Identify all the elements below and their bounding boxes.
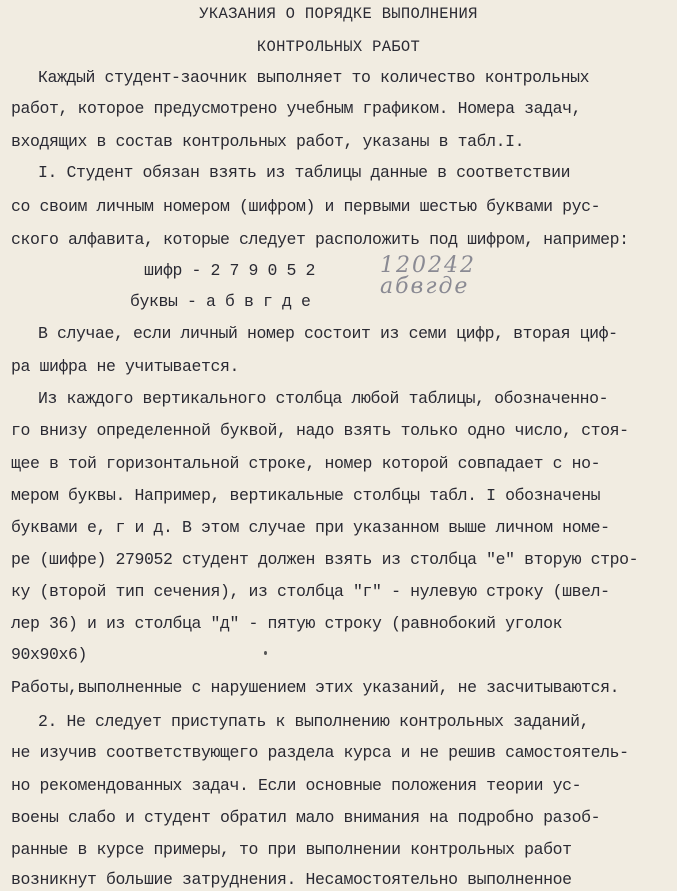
title-line-1: УКАЗАНИЯ О ПОРЯДКЕ ВЫПОЛНЕНИЯ (199, 5, 478, 23)
text-line: входящих в состав контрольных работ, указаны в табл.I. (11, 132, 525, 151)
text-line: возникнут большие затруднения. Несамостоятельно выполненное (11, 870, 572, 889)
text-line: ре (шифре) 279052 студент должен взять из столбца "е" вторую стро- (11, 550, 639, 569)
text-line: ра шифра не учитывается. (11, 357, 240, 376)
handwritten-letters: абвгде (380, 274, 470, 299)
ink-speck (264, 651, 267, 655)
text-line: Из каждого вертикального столбца любой таблицы, обозначенно- (38, 389, 609, 408)
letters-line: буквы - а б в г д е (130, 292, 311, 311)
text-line: 90x90x6) (11, 645, 88, 664)
text-line: воены слабо и студент обратил мало внимания на подробно разоб- (11, 808, 601, 827)
text-line: но рекомендованных задач. Если основные положения теории ус- (11, 776, 582, 795)
text-line: ку (второй тип сечения), из столбца "г" - нулевую строку (швел- (11, 582, 610, 601)
text-line: го внизу определенной буквой, надо взять только одно число, стоя- (11, 421, 629, 440)
text-line: ского алфавита, которые следует расположить под шифром, например: (11, 230, 629, 249)
text-line: ранные в курсе примеры, то при выполнении контрольных работ (11, 840, 572, 859)
text-line: щее в той горизонтальной строке, номер которой совпадает с но- (11, 454, 601, 473)
text-line: Каждый студент-заочник выполняет то количество контрольных (38, 68, 590, 87)
text-line: лер 36) и из столбца "д" - пятую строку (равнобокий уголок (11, 614, 563, 633)
handwritten-digits: 120242 (380, 253, 476, 278)
text-line: буквами е, г и д. В этом случае при указанном выше личном номе- (11, 518, 610, 537)
text-line: работ, которое предусмотрено учебным графиком. Номера задач, (11, 99, 582, 118)
text-line: I. Студент обязан взять из таблицы данные в соответствии (38, 163, 571, 182)
text-line: со своим личным номером (шифром) и первыми шестью буквами рус- (11, 197, 601, 216)
text-line: В случае, если личный номер состоит из семи цифр, вторая циф- (38, 324, 618, 343)
title-line-2: КОНТРОЛЬНЫХ РАБОТ (256, 38, 421, 56)
text-line: 2. Не следует приступать к выполнению контрольных заданий, (38, 712, 590, 731)
text-line: Работы,выполненные с нарушением этих указаний, не засчитываются. (11, 678, 620, 697)
text-line: не изучив соответствующего раздела курса и не решив самостоятель- (11, 743, 629, 762)
cipher-line: шифр - 2 7 9 0 5 2 (144, 261, 316, 280)
text-line: мером буквы. Например, вертикальные столбцы табл. I обозначены (11, 486, 601, 505)
